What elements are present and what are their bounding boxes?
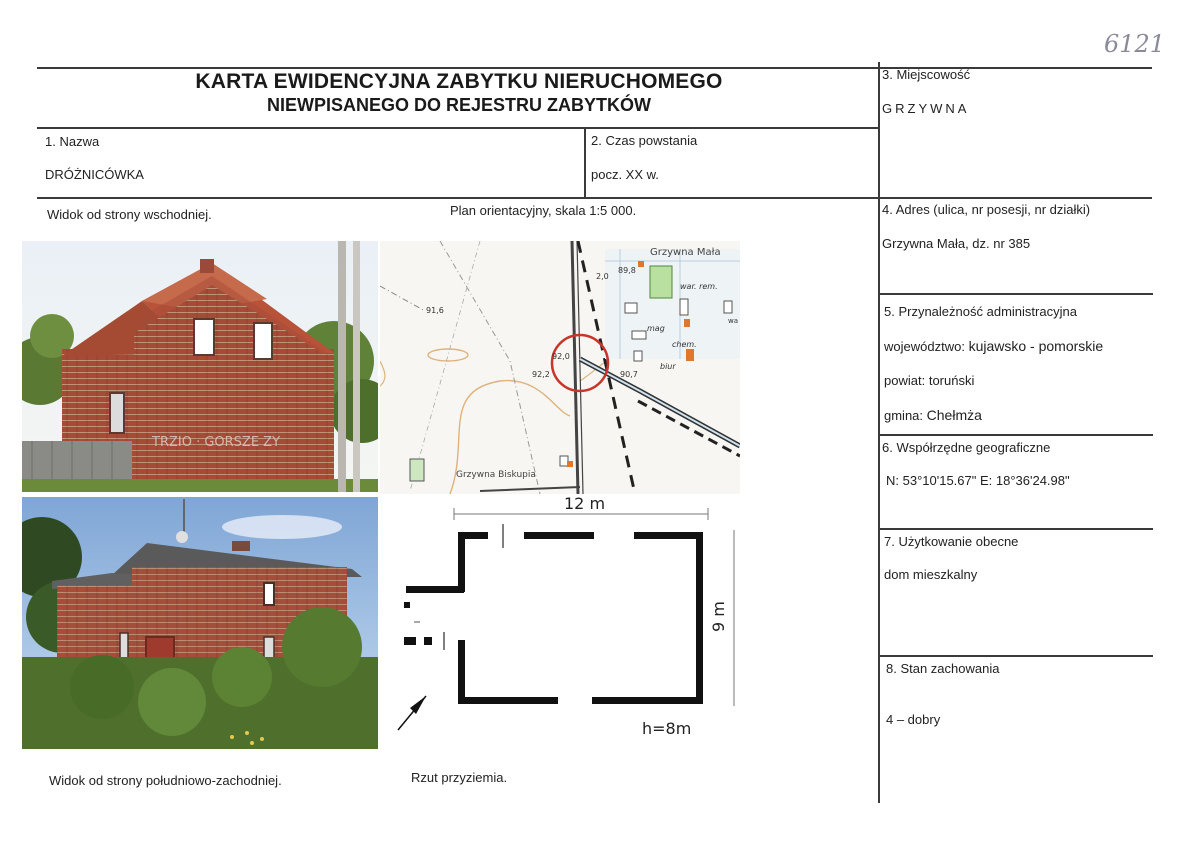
caption-east-view: Widok od strony wschodniej. <box>47 207 212 222</box>
width-dimension-label: 12 m <box>564 496 606 513</box>
locality-label: 3. Miejscowość <box>882 67 971 82</box>
caption-floor-plan: Rzut przyziemia. <box>411 770 508 785</box>
rule-above-section5 <box>879 293 1153 295</box>
current-use-value: dom mieszkalny <box>884 567 978 582</box>
rule-under-title <box>37 127 879 129</box>
map-label-grzywna-mala: Grzywna Mała <box>650 247 721 258</box>
document-subtitle: NIEWPISANEGO DO REJESTRU ZABYTKÓW <box>266 95 652 115</box>
photo-east-view <box>22 241 378 492</box>
locality-value: GRZYWNA <box>882 101 970 116</box>
top-rule <box>37 67 1152 69</box>
rule-above-section8 <box>879 655 1153 657</box>
rule-above-section6 <box>879 434 1153 436</box>
voivodeship-row <box>884 338 1103 354</box>
map-label-biur: biur <box>660 362 676 371</box>
voivodeship-label: województwo: <box>884 339 965 354</box>
document-title: KARTA EWIDENCYJNA ZABYTKU NIERUCHOMEGO <box>195 70 723 93</box>
depth-dimension-label: 9 m <box>709 601 728 632</box>
orientation-map <box>380 241 740 494</box>
coordinates-value: N: 53°10'15.67" E: 18°36'24.98" <box>886 473 1070 488</box>
administrative-label: 5. Przynależność administracyjna <box>884 304 1077 319</box>
map-label-wa: wa <box>728 317 739 325</box>
map-label-chem: chem. <box>672 340 697 349</box>
county-row <box>884 373 974 388</box>
commune-value: Chełmża <box>926 407 982 423</box>
floor-plan <box>380 496 742 750</box>
rule-above-section7 <box>879 528 1153 530</box>
right-column-divider <box>878 62 880 803</box>
date-label: 2. Czas powstania <box>591 133 698 148</box>
handwritten-catalog-number: 6121 <box>1104 30 1166 58</box>
map-label-mag: mag <box>647 324 665 333</box>
commune-label: gmina: <box>884 408 924 423</box>
current-use-label: 7. Użytkowanie obecne <box>884 534 1019 549</box>
divider-name-date <box>584 128 586 197</box>
map-height-1: 91,6 <box>426 306 444 315</box>
commune-row <box>884 407 982 423</box>
address-label: 4. Adres (ulica, nr posesji, nr działki) <box>882 202 1091 217</box>
county-label: powiat: <box>884 373 926 388</box>
caption-southwest-view: Widok od strony południowo-zachodniej. <box>49 773 282 788</box>
voivodeship-value: kujawsko - pomorskie <box>968 338 1104 354</box>
map-label-warrem: war. rem. <box>680 282 718 291</box>
photo-southwest-view <box>22 497 378 749</box>
address-value: Grzywna Mała, dz. nr 385 <box>882 236 1031 251</box>
name-value: DRÓŻNICÓWKA <box>45 167 144 182</box>
map-height-5: 89,8 <box>618 266 636 275</box>
rule-under-name <box>37 197 1152 199</box>
name-label: 1. Nazwa <box>45 134 100 149</box>
coordinates-label: 6. Współrzędne geograficzne <box>882 440 1051 455</box>
caption-plan: Plan orientacyjny, skala 1:5 000. <box>450 203 637 218</box>
map-label-grzywna-biskupia: Grzywna Biskupia <box>456 470 536 480</box>
condition-label: 8. Stan zachowania <box>886 661 1000 676</box>
date-value: pocz. XX w. <box>591 167 659 182</box>
height-label: h=8m <box>642 719 692 738</box>
map-height-3: 92,2 <box>532 370 550 379</box>
map-height-2: 92,0 <box>552 352 570 361</box>
county-value: toruński <box>928 373 975 388</box>
condition-value: 4 – dobry <box>886 712 941 727</box>
map-height-4: 90,7 <box>620 370 638 379</box>
map-height-6: 2,0 <box>596 272 609 281</box>
svg-text:TRZIO · GORSZE ZY: TRZIO · GORSZE ZY <box>152 435 281 450</box>
